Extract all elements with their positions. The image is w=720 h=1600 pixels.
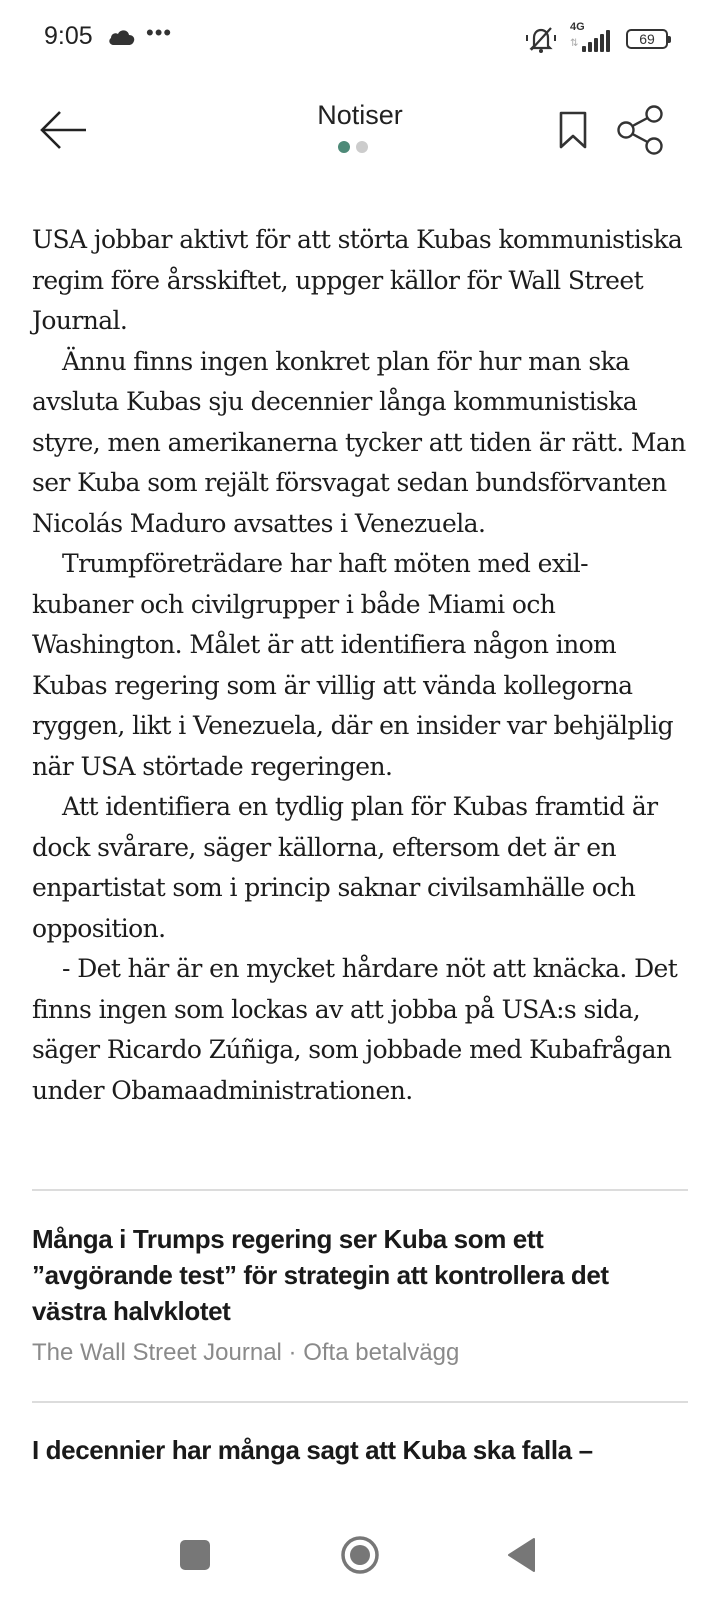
recents-square-icon[interactable] <box>180 1540 210 1570</box>
article-paragraph: - Det här är en mycket hårdare nöt att knäcka. Det finns ingen som lockas av att jobba på USA:s sida, säger Ricardo Zúñiga, som jobbade med Kubafrågan under Obamaadministrationen. <box>32 954 678 1105</box>
page-dot-active <box>338 141 350 153</box>
status-bar <box>0 0 720 80</box>
divider <box>32 1189 688 1191</box>
home-circle-icon[interactable] <box>340 1535 380 1575</box>
related-article-title[interactable]: I decennier har många sagt att Kuba ska falla – <box>32 1435 593 1465</box>
app-header <box>0 80 720 180</box>
battery-icon <box>626 29 668 49</box>
article-paragraph: USA jobbar aktivt för att störta Kubas kommunistiska regim före årsskiftet, uppger källor för Wall Street Journal. <box>32 225 683 335</box>
battery-level: 69 <box>639 31 655 47</box>
system-nav-bar <box>0 1510 720 1600</box>
share-icon[interactable] <box>614 104 668 158</box>
more-icon: ••• <box>146 20 173 45</box>
article-paragraph: Ännu finns ingen konkret plan för hur man ska avsluta Kubas sju decennier långa kommunistiska styre, men amerikanerna tycker att tiden är rätt. Man ser Kuba som rejält försvagat sedan bundsförvanten Nicolás Maduro avsattes i Venezuela. <box>32 346 686 538</box>
mute-icon <box>524 24 558 54</box>
network-type-label: 4G <box>570 21 585 33</box>
article-body <box>32 220 688 1111</box>
status-time: 9:05 <box>44 22 93 50</box>
related-article-title[interactable]: Många i Trumps regering ser Kuba som ett ”avgörande test” för strategin att kontrollera det västra halvklotet <box>32 1224 609 1326</box>
bookmark-icon[interactable] <box>556 110 590 150</box>
triangle-back-icon[interactable] <box>506 1537 536 1573</box>
page-indicator <box>338 141 368 153</box>
divider <box>32 1401 688 1403</box>
page-title: Notiser <box>317 100 403 130</box>
article-paragraph: Trumpföreträdare har haft möten med exil-kubaner och civilgrupper i både Miami och Washington. Målet är att identifiera någon inom Kubas regering som är villig att vända kollegorna ryggen, likt i Venezuela, där en insider var behjälplig när USA störtade regeringen. <box>32 549 673 781</box>
article-paragraph: Att identifiera en tydlig plan för Kubas framtid är dock svårare, säger källorna, eftersom det är en enpartistat som i princip saknar civilsamhälle och opposition. <box>32 792 658 943</box>
signal-icon <box>568 21 616 54</box>
related-article-source: The Wall Street Journal · Ofta betalvägg <box>32 1339 460 1366</box>
related-article-link[interactable] <box>32 1432 688 1468</box>
page-dot-inactive <box>356 141 368 153</box>
cloud-icon <box>108 28 136 46</box>
data-arrows-icon: ⇅ <box>570 38 579 49</box>
related-article-link[interactable] <box>32 1221 688 1367</box>
